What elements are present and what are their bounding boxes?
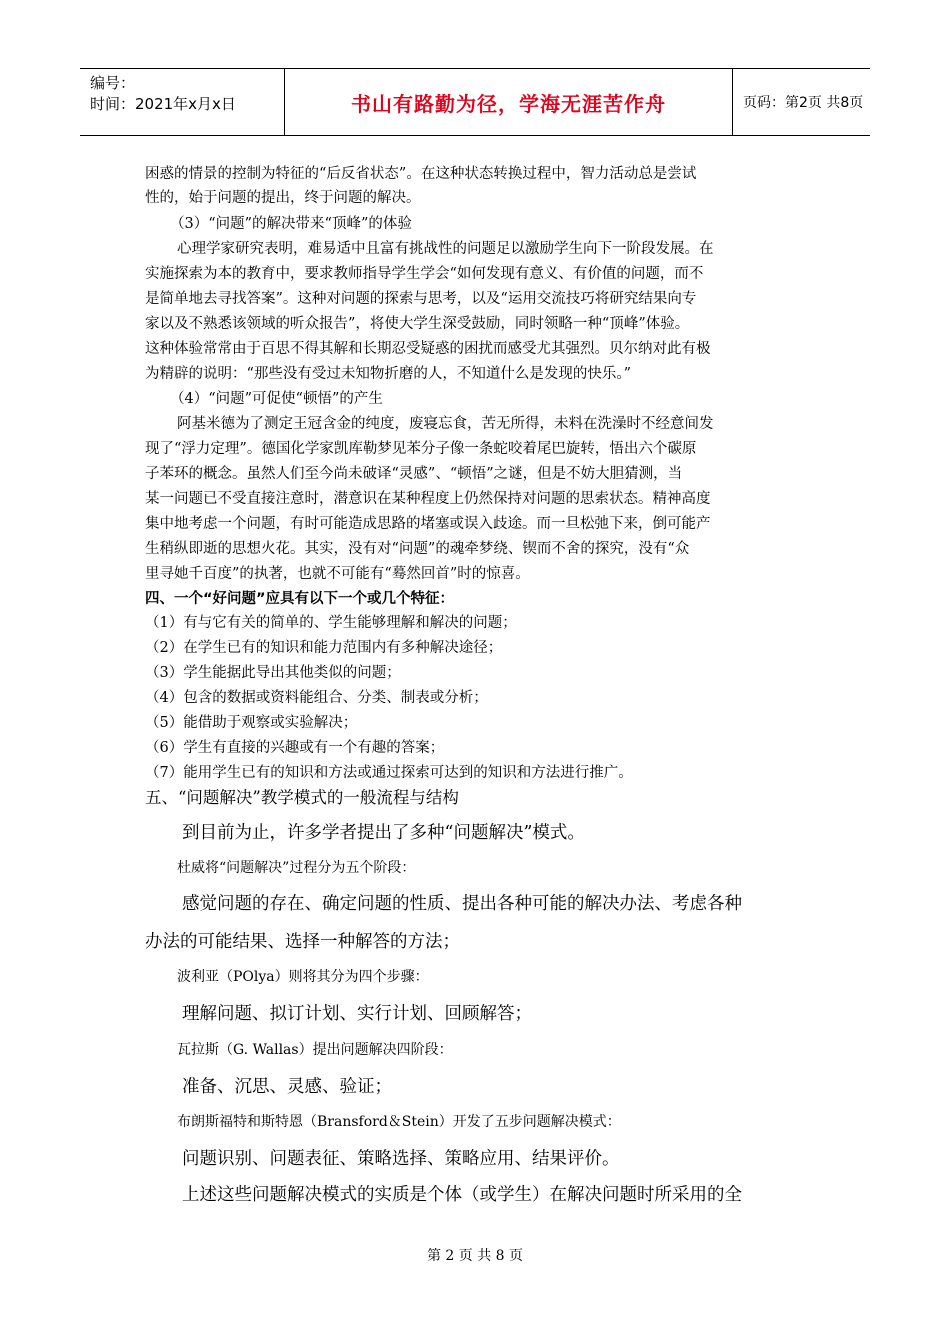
list-item: （1）有与它有关的简单的、学生能够理解和解决的问题； xyxy=(145,615,517,631)
list-item: （7）能用学生已有的知识和方法或通过探索可达到的知识和方法进行推广。 xyxy=(145,765,633,781)
text-line: 这种体验常常由于百思不得其解和长期忍受疑惑的困扰而感受尤其强烈。贝尔纳对此有极 xyxy=(145,341,711,357)
list-item: （4）包含的数据或资料能组合、分类、制表或分析； xyxy=(145,690,488,706)
text-line: 理解问题、拟订计划、实行计划、回顾解答； xyxy=(182,1004,532,1024)
text-line: 实施探索为本的教育中，要求教师指导学生学会“如何发现有意义、有价值的问题，而不 xyxy=(145,266,704,282)
list-item: （3）学生能据此导出其他类似的问题； xyxy=(145,665,401,681)
text-line: 困惑的情景的控制为特征的“后反省状态”。在这种状态转换过程中，智力活动总是尝试 xyxy=(145,166,697,182)
section-heading: 五、“问题解决”教学模式的一般流程与结构 xyxy=(145,788,459,807)
text-line: 波利亚（POlya）则将其分为四个步骤： xyxy=(177,969,429,985)
list-item: （5）能借助于观察或实验解决； xyxy=(145,715,358,731)
text-line: 集中地考虑一个问题，有时可能造成思路的堵塞或误入歧途。而一旦松弛下来，倒可能产 xyxy=(145,516,711,532)
text-line: 生稍纵即逝的思想火花。其实，没有对“问题”的魂牵梦绕、锲而不舍的探究，没有“众 xyxy=(145,541,690,557)
text-line: 现了“浮力定理”。德国化学家凯库勒梦见苯分子像一条蛇咬着尾巴旋转，悟出六个碳原 xyxy=(145,441,697,457)
text-line: 到目前为止，许多学者提出了多种“问题解决”模式。 xyxy=(182,823,585,843)
header-page-label: 页码：第2页 共8页 xyxy=(743,95,864,111)
text-line: 子苯环的概念。虽然人们至今尚未破译“灵感”、“顿悟”之谜，但是不妨大胆猜测，当 xyxy=(145,466,683,482)
text-line: 性的，始于问题的提出，终于问题的解决。 xyxy=(145,190,421,206)
text-line: 感觉问题的存在、确定问题的性质、提出各种可能的解决办法、考虑各种 xyxy=(182,894,742,914)
subheading: （4）“问题”可促使“顿悟”的产生 xyxy=(170,391,383,407)
text-line: 为精辟的说明：“那些没有受过未知物折磨的人，不知道什么是发现的快乐。” xyxy=(145,366,632,382)
text-line: 心理学家研究表明，难易适中且富有挑战性的问题足以激励学生向下一阶段发展。在 xyxy=(177,241,714,257)
text-line: 家以及不熟悉该领域的听众报告”，将使大学生深受鼓励，同时领略一种“顶峰”体验。 xyxy=(145,316,690,332)
text-line: 办法的可能结果、选择一种解答的方法； xyxy=(145,932,460,952)
subheading: （3）“问题”的解决带来“顶峰”的体验 xyxy=(170,216,412,232)
header-time-label: 时间：2021年x月x日 xyxy=(90,95,236,113)
text-line: 布朗斯福特和斯特恩（Bransford＆Stein）开发了五步问题解决模式： xyxy=(177,1114,621,1130)
section-heading: 四、一个“好问题”应具有以下一个或几个特征： xyxy=(145,591,455,607)
text-line: 阿基米德为了测定王冠含金的纯度，废寝忘食，苦无所得，未料在洗澡时不经意间发 xyxy=(177,416,714,432)
list-item: （6）学生有直接的兴趣或有一个有趣的答案； xyxy=(145,740,445,756)
text-line: 是简单地去寻找答案”。这种对问题的探索与思考，以及“运用交流技巧将研究结果向专 xyxy=(145,291,697,307)
text-line: 准备、沉思、灵感、验证； xyxy=(182,1077,392,1097)
text-line: 某一问题已不受直接注意时，潜意识在某种程度上仍然保持对问题的思索状态。精神高度 xyxy=(145,491,711,507)
list-item: （2）在学生已有的知识和能力范围内有多种解决途径； xyxy=(145,640,503,656)
header-motto: 书山有路勤为径，学海无涯苦作舟 xyxy=(285,69,733,135)
text-line: 杜威将“问题解决”过程分为五个阶段： xyxy=(177,860,416,876)
text-line: 上述这些问题解决模式的实质是个体（或学生）在解决问题时所采用的全 xyxy=(182,1185,742,1205)
text-line: 瓦拉斯（G. Wallas）提出问题解决四阶段： xyxy=(177,1042,453,1058)
text-line: 问题识别、问题表征、策略选择、策略应用、结果评价。 xyxy=(182,1149,620,1169)
text-line: 里寻她千百度”的执著，也就不可能有“蓦然回首”时的惊喜。 xyxy=(145,566,530,582)
page-footer: 第 2 页 共 8 页 xyxy=(426,1248,524,1264)
header-number-label: 编号： xyxy=(90,74,136,92)
